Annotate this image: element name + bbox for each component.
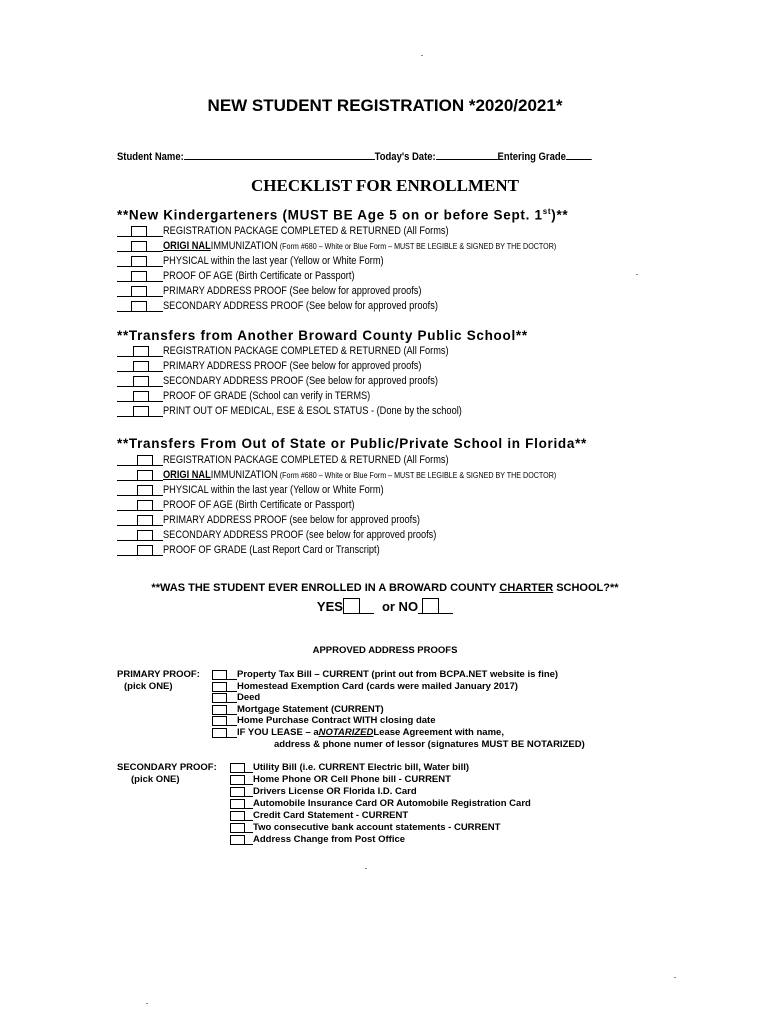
immunization-note: (Form #680 – White or Blue Form – MUST BE LEGIBLE & SIGNED BY THE DOCTOR) [277,241,557,251]
broward-item [117,404,519,419]
broward-item [117,389,410,404]
broward-item-label: SECONDARY ADDRESS PROOF (See below for approved proofs) [163,375,438,387]
kindergarten-item-label: IMMUNIZATION [210,240,278,252]
broward-transfer-heading: **Transfers from Another Broward County Public School** [117,328,528,343]
lease-text-end: Lease Agreement with name, [373,727,504,738]
checkbox[interactable] [133,376,149,387]
checkbox[interactable] [133,391,149,402]
broward-item [117,359,471,374]
secondary-proof-item [230,786,417,798]
checkbox[interactable] [137,545,153,556]
checkbox[interactable] [230,811,245,821]
charter-answer [0,598,770,614]
broward-item [117,374,490,389]
out-of-state-item [117,453,503,468]
checkbox[interactable] [137,530,153,541]
primary-proof-label: PRIMARY PROOF: [117,669,200,680]
checkbox[interactable] [131,241,147,252]
checkbox[interactable] [137,485,153,496]
lease-text: IF YOU LEASE – a [237,727,319,738]
primary-proof-item [212,692,260,704]
kindergarten-item-label: REGISTRATION PACKAGE COMPLETED & RETURNED (All Forms) [163,225,449,237]
primary-proof-text: Home Purchase Contract WITH closing date [237,715,436,726]
kindergarten-item [117,269,391,284]
out-of-state-item [117,543,421,558]
primary-proof-text: Deed [237,692,261,703]
student-info-line [117,149,592,163]
primary-proof-text: Homestead Exemption Card (cards were mailed January 2017) [237,681,518,692]
checkbox[interactable] [212,682,227,692]
checklist-title: CHECKLIST FOR ENROLLMENT [251,176,519,195]
todays-date-label: Today's Date: [374,151,436,163]
kindergarten-heading [117,207,568,223]
kindergarten-item [117,254,426,269]
no-checkbox[interactable] [422,598,439,614]
checkbox[interactable] [230,835,245,845]
checkbox[interactable] [230,799,245,809]
broward-item [117,344,503,359]
kindergarten-item-label: PROOF OF AGE (Birth Certificate or Passport) [163,270,355,282]
checkbox[interactable] [230,763,245,773]
notarized-word: NOTARIZED [318,727,374,738]
out-of-state-item-label: PRIMARY ADDRESS PROOF (see below for approved proofs) [163,514,420,526]
todays-date-field[interactable] [436,149,498,160]
secondary-proof-item [230,762,469,774]
kindergarten-item [117,299,490,314]
secondary-proof-item [230,798,531,810]
checkbox[interactable] [131,271,147,282]
out-of-state-item [117,483,426,498]
checkbox[interactable] [212,670,227,680]
out-of-state-item-label: IMMUNIZATION [210,469,278,481]
checkbox[interactable] [137,500,153,511]
no-label: or NO [381,599,419,614]
kindergarten-item-label: PRIMARY ADDRESS PROOF (See below for approved proofs) [163,285,422,297]
student-name-label: Student Name: [117,151,184,163]
checkbox[interactable] [137,455,153,466]
scan-speck [421,55,423,56]
out-of-state-item [117,498,391,513]
out-of-state-heading: **Transfers From Out of State or Public/Private School in Florida** [117,436,587,451]
out-of-state-item-label: SECONDARY ADDRESS PROOF (see below for approved proofs) [163,529,437,541]
out-of-state-item-label: REGISTRATION PACKAGE COMPLETED & RETURNED (All Forms) [163,454,449,466]
checkbox[interactable] [230,823,245,833]
out-of-state-item-label: PROOF OF AGE (Birth Certificate or Passport) [163,499,355,511]
yes-label: YES [316,599,343,614]
kindergarten-item [117,239,631,254]
checkbox[interactable] [212,693,227,703]
secondary-proof-label: SECONDARY PROOF: [117,762,217,773]
primary-pick-one: (pick ONE) [124,681,173,692]
broward-item-label: PRINT OUT OF MEDICAL, ESE & ESOL STATUS - (Done by the school) [163,405,462,417]
yes-checkbox[interactable] [343,598,360,614]
secondary-pick-one: (pick ONE) [131,774,180,785]
checkbox[interactable] [131,301,147,312]
checkbox[interactable] [133,361,149,372]
kindergarten-heading-text: **New Kindergarteners (MUST BE Age 5 on or before Sept. 1 [117,207,543,223]
secondary-proof-text: Two consecutive bank account statements - CURRENT [253,822,501,833]
checkbox[interactable] [137,470,153,481]
secondary-proof-item [230,810,408,822]
charter-question-end: SCHOOL?** [553,582,619,594]
secondary-proof-text: Address Change from Post Office [253,834,406,845]
checkbox[interactable] [212,716,227,726]
checkbox[interactable] [131,286,147,297]
primary-proof-item [212,715,435,727]
approved-proofs-title: APPROVED ADDRESS PROOFS [312,645,458,656]
primary-proof-text: Property Tax Bill – CURRENT (print out from BCPA.NET website is fine) [237,669,559,680]
checkbox[interactable] [131,256,147,267]
broward-item-label: PROOF OF GRADE (School can verify in TERMS) [163,390,371,402]
primary-proof-item [212,704,384,716]
secondary-proof-text: Automobile Insurance Card OR Automobile Registration Card [253,798,531,809]
checkbox[interactable] [212,728,227,738]
checkbox[interactable] [230,775,245,785]
kindergarten-item-label: PHYSICAL within the last year (Yellow or White Form) [163,255,384,267]
scan-speck [365,868,367,869]
scan-speck [674,977,676,978]
secondary-proof-text: Home Phone OR Cell Phone bill - CURRENT [253,774,451,785]
primary-proof-text: Mortgage Statement (CURRENT) [237,704,384,715]
student-name-field[interactable] [184,149,375,160]
original-label: ORIGI NAL [163,240,211,252]
entering-grade-label: Entering Grade [497,151,566,163]
scan-speck [636,274,638,275]
broward-item-label: REGISTRATION PACKAGE COMPLETED & RETURNED (All Forms) [163,345,449,357]
primary-proof-item [212,669,558,681]
kindergarten-item [117,224,503,239]
charter-question-text: **WAS THE STUDENT EVER ENROLLED IN A BROWARD COUNTY [151,582,500,594]
kindergarten-heading-sup: st [542,207,552,216]
out-of-state-item [117,513,469,528]
out-of-state-item [117,528,488,543]
charter-question [0,582,770,594]
charter-word: CHARTER [499,582,554,594]
immunization-note: (Form #680 – White or Blue Form – MUST BE LEGIBLE & SIGNED BY THE DOCTOR) [277,470,557,480]
primary-proof-item [212,727,504,739]
kindergarten-item [117,284,471,299]
secondary-proof-item [230,834,405,846]
secondary-proof-item [230,822,500,834]
entering-grade-field[interactable] [566,149,592,160]
page-title: NEW STUDENT REGISTRATION *2020/2021* [207,96,563,115]
checkbox[interactable] [230,787,245,797]
checkbox[interactable] [212,705,227,715]
out-of-state-item [117,468,631,483]
secondary-proof-text: Drivers License OR Florida I.D. Card [253,786,417,797]
out-of-state-item-label: PROOF OF GRADE (Last Report Card or Transcript) [163,544,380,556]
secondary-proof-item [230,774,451,786]
checkbox[interactable] [137,515,153,526]
kindergarten-item-label: SECONDARY ADDRESS PROOF (See below for approved proofs) [163,300,438,312]
checkbox[interactable] [133,406,149,417]
primary-proof-item [212,681,518,693]
scan-speck [146,1003,148,1004]
broward-item-label: PRIMARY ADDRESS PROOF (See below for approved proofs) [163,360,422,372]
kindergarten-heading-end: )** [551,207,569,223]
lease-line-2: address & phone numer of lessor (signatures MUST BE NOTARIZED) [274,739,585,750]
checkbox[interactable] [133,346,149,357]
out-of-state-item-label: PHYSICAL within the last year (Yellow or White Form) [163,484,384,496]
original-label: ORIGI NAL [163,469,211,481]
checkbox[interactable] [131,226,147,237]
secondary-proof-text: Utility Bill (i.e. CURRENT Electric bill, Water bill) [253,762,470,773]
secondary-proof-text: Credit Card Statement - CURRENT [253,810,409,821]
